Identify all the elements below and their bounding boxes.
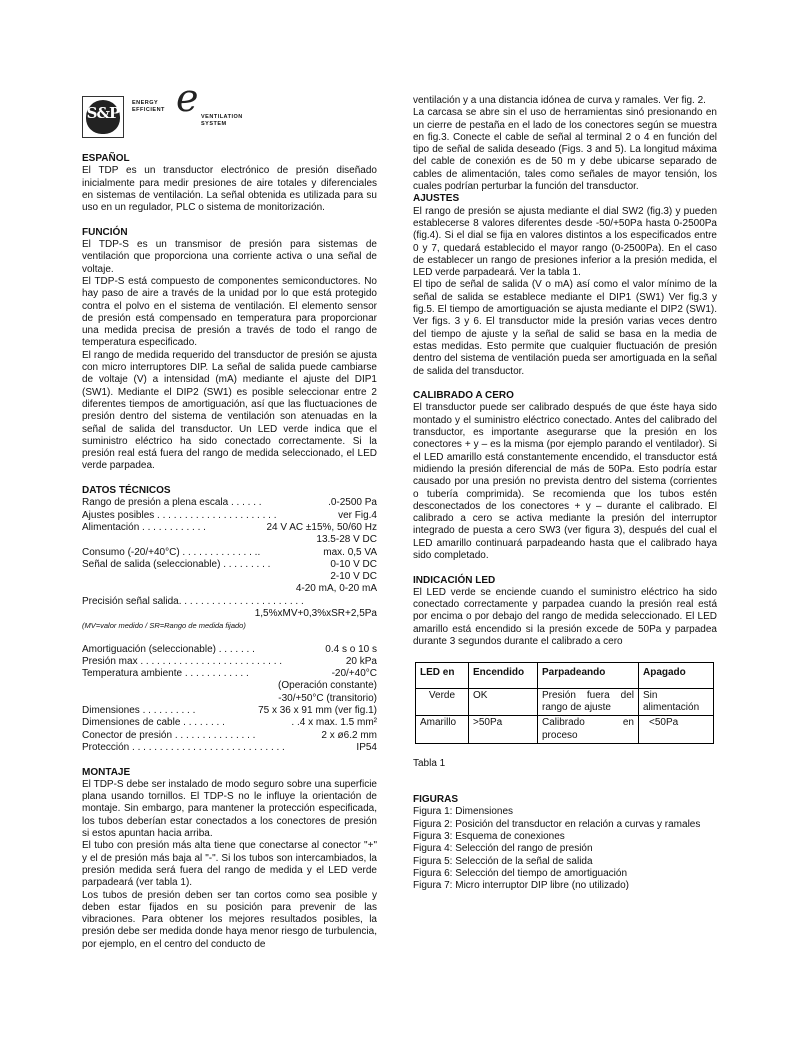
spec-alimentacion — [82, 522, 377, 534]
spec-rango — [82, 497, 377, 509]
led-col-apagado: Apagado — [639, 663, 714, 688]
funcion-p1: El TDP-S es un transmisor de presión para sistemas de ventilación que proporciona una corriente activa o una señal de voltaje. — [82, 239, 377, 275]
spec-conector — [82, 730, 377, 742]
figure-item: Figura 2: Posición del transductor en relación a curvas y ramales — [413, 818, 701, 830]
calibrado-text: El transductor puede ser calibrado después de que éste haya sido montado y el suministro eléctrico conectado. Antes del calibrado del transductor, es importante asegurarse que la presión en los conectores + y – es la misma (por ejemplo parando el ventilador). Si el LED amarillo está constantemente encendido, el transductor está midiendo la presión diferencial de más de 50Pa. Esto podría estar causado por una presión no prevista dentro del sistema (corrientes o tubería comprimida). Se recomienda que los tubos estén desconectados de los conectores + y – durante el calibrado. El calibrado a cero se activa mediante la presión del interruptor integrado de puesta a cero SW3 (ver figura 3), después del cual el LED amarillo continuará parpadeando hasta que el calibrado haya sido completado. — [413, 402, 717, 561]
spec-senal-2: 2-10 V DC — [330, 571, 377, 583]
figure-item: Figura 7: Micro interruptor DIP libre (no utilizado) — [413, 880, 630, 892]
section-datos-tecnicos — [82, 485, 377, 754]
spec-value: 20 kPa — [345, 655, 377, 667]
spec-value: . .4 x max. 1.5 mm² — [291, 717, 377, 729]
spec-ajustes — [82, 510, 377, 522]
espanol-text: El TDP es un transductor electrónico de presión diseñado inicialmente para medir presiones de aire totales y diferenciales en sistemas de ventilación. La señal obtenida es utilizada para su uso en un regulador, PLC o sistema de monitorización. — [82, 165, 377, 214]
figure-item: Figura 4: Selección del rango de presión — [413, 843, 593, 855]
montaje-heading: MONTAJE — [82, 766, 131, 778]
section-espanol — [82, 153, 377, 214]
funcion-heading: FUNCIÓN — [82, 226, 128, 238]
spec-value: 24 V AC ±15%, 50/60 Hz — [266, 521, 377, 533]
led-col-encendido: Encendido — [469, 663, 538, 688]
datos-heading: DATOS TÉCNICOS — [82, 485, 171, 497]
led-cell: Verde — [416, 688, 469, 716]
led-col-led: LED en — [416, 663, 469, 688]
led-text: El LED verde se enciende cuando el suministro eléctrico ha sido conectado correctamente y parpadea cuando la presión real está por encima o por debajo del rango de medida seleccionado. El LED amarillo está encendido si la presión excede de 50Pa y parpadea durante 3 segundos durante el calibrado a cero — [413, 586, 717, 648]
figure-item: Figura 5: Selección de la señal de salida — [413, 855, 593, 867]
section-calibrado — [413, 390, 717, 562]
spec-label: Señal de salida (seleccionable) . . . . . . . . . — [82, 558, 271, 570]
left-column — [82, 96, 377, 951]
spec-label: Dimensiones . . . . . . . . . . — [82, 705, 196, 717]
spec-label: Dimensiones de cable . . . . . . . . — [82, 717, 225, 729]
spec-label: Alimentación . . . . . . . . . . . . — [82, 521, 206, 533]
funcion-p3: El rango de medida requerido del transductor de presión se ajusta con micro interruptores DIP. La señal de salida puede cambiarse de voltaje (V) a intensidad (mA) mediante el ajuste del DIP1 (SW1). Mediante el DIP2 (SW1) es posible seleccionar entre 2 diferentes tiempos de amortiguación, así que las fluctuaciones de presión dentro del sistema de ventilación son atenuadas en la señal de salida del transductor. Un LED verde indica que el suministro eléctrico ha sido conectado correctamente. Si la presión real está fuera del rango de medida seleccionado, el LED verde parpadea. — [82, 349, 377, 472]
spec-value: max. 0,5 VA — [323, 546, 377, 558]
spec-label: Presión max . . . . . . . . . . . . . . . . . . . . . . . . . . — [82, 655, 283, 667]
tagline-ventilation: VENTILATION — [201, 114, 243, 120]
ajustes-p1: El rango de presión se ajusta mediante el dial SW2 (fig.3) y pueden establecerse 8 valores diferentes desde -50/+50Pa hasta 0-2500Pa (fig.4). Si el dial se fija en valores distintos a los especificados entre 0 y 7, quedará establecido el mayor rango (0-2500Pa). En el caso de establecer un rango de presiones inferior a la presión medida, el LED verde parpadeará. Ver la tabla 1. — [413, 205, 717, 279]
tagline-energy: ENERGY — [132, 100, 159, 106]
spec-dimensiones — [82, 705, 377, 717]
figure-item: Figura 3: Esquema de conexiones — [413, 831, 565, 843]
figure-item: Figura 6: Selección del tiempo de amortiguación — [413, 867, 628, 879]
calibrado-heading: CALIBRADO A CERO — [413, 390, 514, 402]
montaje-p3-end: ventilación y a una distancia idónea de curva y ramales. Ver fig. 2. — [413, 95, 706, 106]
sp-badge-text: S&P — [86, 104, 120, 122]
spec-label: Temperatura ambiente . . . . . . . . . . . . — [82, 668, 249, 680]
table-caption: Tabla 1 — [413, 757, 446, 769]
spec-precision-note: (MV=valor medido / SR=Rango de medida fijado) — [82, 621, 246, 631]
table-row — [416, 688, 714, 716]
led-heading: INDICACIÓN LED — [413, 574, 496, 586]
led-table-header — [416, 663, 714, 688]
spec-label: Protección . . . . . . . . . . . . . . . . . . . . . . . . . . . . — [82, 741, 285, 753]
montaje-p4: La carcasa se abre sin el uso de herramientas sinó presionando en un cierre de pestaña en el lado de los conectores según se muestra en fig.3. Conecte el cable de señal al terminal 2 o 4 en función del tipo de señal de salida deseado (Figs. 3 and 5). La longitud máxima del cable de conexión es de 50 m y debe ubicarse separado de cables de alimentación, tales como señales de mayor tensión, los cuales podrían perturbar la función del transductor. — [413, 107, 717, 193]
spec-label: Amortiguación (seleccionable) . . . . . . . — [82, 643, 255, 655]
ajustes-heading: AJUSTES — [413, 193, 460, 205]
spec-value: 0-10 V DC — [330, 558, 377, 570]
montaje-p3-start: Los tubos de presión deben ser tan cortos como sea posible y deben estar fijados en su posición para prevenir de las vibraciones. Para obtener los mejores resultados posibles, la presión debe ser medida donde haya menor riesgo de turbulencia, por ejemplo, en el centro del conducto de — [82, 889, 377, 950]
right-column — [413, 95, 717, 893]
tagline-system: SYSTEM — [201, 120, 227, 127]
led-cell: Sin alimentación — [639, 688, 714, 716]
montaje-p1: El TDP-S debe ser instalado de modo seguro sobre una superficie plana usando tornillos. El TDP-S no le influye la orientación de montaje. Sin embargo, para mantener la protección especificada, los tubos deberían estar conectados a los conectores de presión si estos apuntan hacia arriba. — [82, 778, 377, 840]
spec-label: Ajustes posibles . . . . . . . . . . . . . . . . . . . . . . — [82, 509, 277, 521]
spec-proteccion — [82, 742, 377, 754]
spec-senal — [82, 559, 377, 571]
figuras-heading: FIGURAS — [413, 794, 458, 806]
led-cell: >50Pa — [469, 716, 538, 744]
led-cell: OK — [469, 688, 538, 716]
spec-value: 2 x ø6.2 mm — [321, 729, 377, 741]
led-cell: Presión fuera del rango de ajuste — [538, 688, 639, 716]
montaje-p2: El tubo con presión más alta tiene que conectarse al conector "+" y el de presión más baja al "-". Si los tubos son intercambiados, la presión medida será fuera del rango de medida y el LED verde parpadeará (ver tabla 1). — [82, 840, 377, 889]
table-row — [416, 716, 714, 744]
spec-value: .0-2500 Pa — [328, 497, 377, 509]
spec-senal-3: 4-20 mA, 0-20 mA — [295, 583, 377, 595]
section-led — [413, 575, 717, 771]
spec-value: -20/+40°C — [331, 668, 377, 680]
section-montaje — [82, 767, 377, 951]
spec-alimentacion-2: 13.5-28 V DC — [316, 534, 377, 546]
spec-temperatura-2: (Operación constante) — [278, 680, 377, 692]
spec-precision — [82, 596, 377, 608]
espanol-heading: ESPAÑOL — [82, 153, 130, 164]
section-figuras — [413, 794, 717, 892]
spec-presion-max — [82, 656, 377, 668]
led-cell: <50Pa — [639, 716, 714, 744]
led-cell: Amarillo — [416, 716, 469, 744]
section-funcion — [82, 227, 377, 473]
spec-consumo — [82, 547, 377, 559]
spec-label: Precisión señal salida. . . . . . . . . . . . . . . . . . . . . . . — [82, 595, 304, 607]
spec-label: Rango de presión a plena escala . . . . . . — [82, 497, 262, 509]
spec-label: Conector de presión . . . . . . . . . . . . . . . — [82, 729, 256, 741]
funcion-p2: El TDP-S está compuesto de componentes semiconductores. No hay paso de aire a través de la unidad por lo que está protegido contra el polvo en el sistema de ventilación. El elemento sensor de presión está compensado en temperatura para proporcionar una medida precisa de presión a través de todo el rango de temperatura especificado. — [82, 275, 377, 349]
spec-value: ver Fig.4 — [338, 509, 377, 521]
e-logo-mark: e — [176, 76, 199, 120]
spec-temperatura — [82, 668, 377, 680]
led-col-parpadeando: Parpadeando — [538, 663, 639, 688]
section-ajustes — [413, 193, 717, 377]
spec-amortiguacion — [82, 644, 377, 656]
led-cell: Calibrado en proceso — [538, 716, 639, 744]
spec-value: IP54 — [356, 741, 377, 753]
spec-cable — [82, 717, 377, 729]
spec-precision-value: 1,5%xMV+0,3%xSR+2,5Pa — [254, 607, 377, 619]
spec-label: Consumo (-20/+40°C) . . . . . . . . . . . . . .. — [82, 546, 261, 558]
spec-value: 75 x 36 x 91 mm (ver fig.1) — [258, 705, 377, 717]
tagline-efficient: EFFICIENT — [132, 106, 165, 113]
ajustes-p2: El tipo de señal de salida (V o mA) así como el valor mínimo de la señal de salida se establece mediante el DIP1 (SW1) Ver fig.3 y fig.5. El tiempo de amortiguación se ajusta mediante el DIP2 (SW1). Ver figs. 3 y 6. El transductor mide la presión varias veces dentro del tiempo de ajuste y la señal de salid se basa en la media de estas medidas. Esto permite que cualquier fluctuación de presión dentro del sistema de ventilación pueda ser amortiguada en la señal de salida del transductor. — [413, 279, 717, 377]
figure-item: Figura 1: Dimensiones — [413, 806, 514, 818]
led-table — [415, 662, 714, 743]
spec-temperatura-3: -30/+50°C (transitorio) — [278, 692, 377, 704]
spec-value: 0.4 s o 10 s — [325, 643, 377, 655]
